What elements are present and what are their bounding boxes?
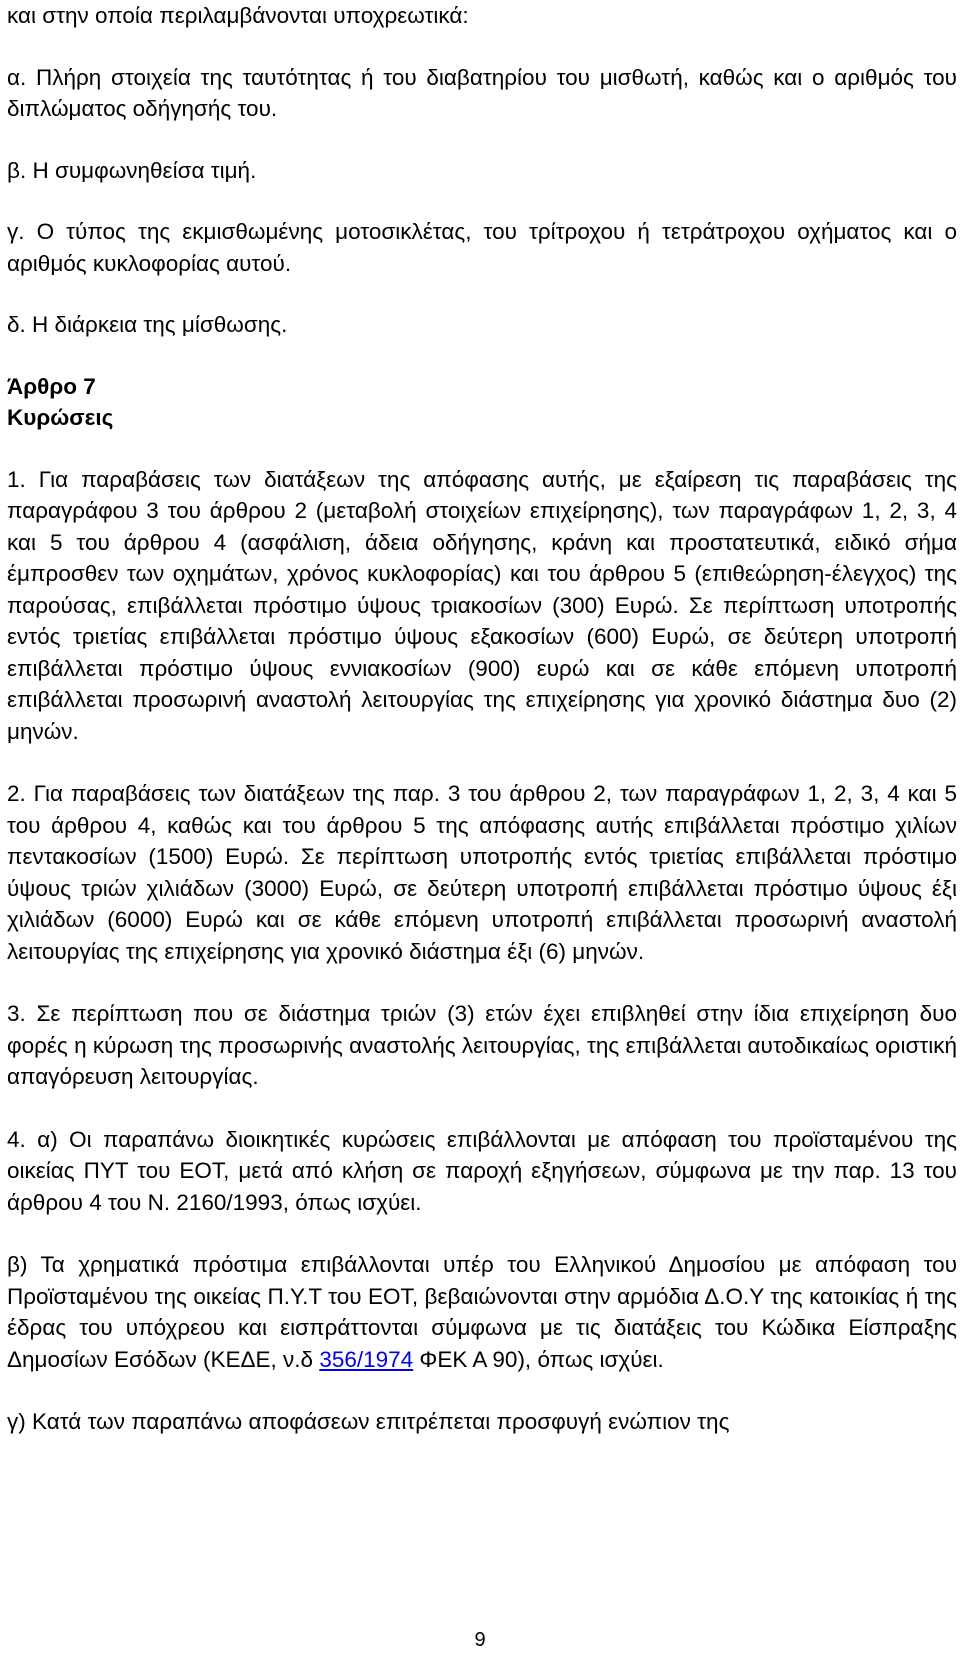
paragraph-3: 3. Σε περίπτωση που σε διάστημα τριών (3) ετών έχει επιβληθεί στην ίδια επιχείρηση δυο φορές η κύρωση της προσωρινής αναστολής λειτουργίας, της επιβάλλεται αυτοδικαίως οριστική απαγόρευση λειτουργίας. <box>7 1001 957 1089</box>
paragraph-2: 2. Για παραβάσεις των διατάξεων της παρ. 3 του άρθρου 2, των παραγράφων 1, 2, 3, 4 και 5 του άρθρου 4, καθώς και του άρθρου 5 της απόφασης αυτής επιβάλλεται πρόστιμο χιλίων πεντακοσίων (1500) Ευρώ. Σε περίπτωση υποτροπής εντός τριετίας επιβάλλεται πρόστιμο ύψους τριών χιλιάδων (3000) Ευρώ, σε δεύτερη υποτροπή επιβάλλεται πρόστιμο ύψους έξι χιλιάδων (6000) Ευρώ και σε κάθε επόμενη υποτροπή επιβάλλεται προσωρινή αναστολή λειτουργίας της επιχείρησης για χρονικό διάστημα έξι (6) μηνών. <box>7 781 957 964</box>
document-body <box>7 0 957 1438</box>
list-item-b: β. Η συμφωνηθείσα τιμή. <box>7 157 257 183</box>
list-item-d: δ. Η διάρκεια της μίσθωσης. <box>7 312 288 337</box>
paragraph-4b-text: β) Τα χρηματικά πρόστιμα επιβάλλονται υπέρ του Ελληνικού Δημοσίου με απόφαση του Προϊσταμένου της οικείας Π.Υ.Τ του ΕΟΤ, βεβαιώνονται στην αρμόδια Δ.Ο.Υ της κατοικίας ή της έδρας του υπόχρεου και εισπράττονται σύμφωνα με τις διατάξεις του Κώδικα Είσπραξης Δημοσίων Εσόδων (ΚΕΔΕ, ν.δ <box>7 1252 957 1372</box>
article-number: Άρθρο 7 <box>7 373 96 399</box>
list-item-c: γ. Ο τύπος της εκμισθωμένης μοτοσικλέτας, του τρίτροχου ή τετράτροχου οχήματος και ο αριθμός κυκλοφορίας αυτού. <box>7 219 957 276</box>
paragraph-4a: 4. α) Οι παραπάνω διοικητικές κυρώσεις επιβάλλονται με απόφαση του προϊσταμένου της οικείας ΠΥΤ του ΕΟΤ, μετά από κλήση σε παροχή εξηγήσεων, σύμφωνα με την παρ. 13 του άρθρου 4 του Ν. 2160/1993, όπως ισχύει. <box>7 1126 957 1215</box>
paragraph-4b-text-end: ΦΕΚ Α 90), όπως ισχύει. <box>413 1346 664 1372</box>
list-item-a: α. Πλήρη στοιχεία της ταυτότητας ή του διαβατηρίου του μισθωτή, καθώς και ο αριθμός του διπλώματος οδήγησής του. <box>7 64 957 121</box>
paragraph-1: 1. Για παραβάσεις των διατάξεων της απόφασης αυτής, με εξαίρεση τις παραβάσεις της παραγράφου 3 του άρθρου 2 (μεταβολή στοιχείων επιχείρησης), των παραγράφων 1, 2, 3, 4 και 5 του άρθρου 4 (ασφάλιση, άδεια οδήγησης, κράνη και προστατευτικά, ειδικό σήμα έμπροσθεν των οχημάτων, χρόνος κυκλοφορίας) και του άρθρου 5 (επιθεώρηση-έλεγχος) της παρούσας, επιβάλλεται πρόστιμο ύψους τριακοσίων (300) Ευρώ. Σε περίπτωση υποτροπής εντός τριετίας επιβάλλεται πρόστιμο ύψους εξακοσίων (600) Ευρώ, σε δεύτερη υποτροπή επιβάλλεται πρόστιμο ύψους εννιακοσίων (900) ευρώ και σε κάθε επόμενη υποτροπή επιβάλλεται προσωρινή αναστολή λειτουργίας της επιχείρησης για χρονικό διάστημα δυο (2) μηνών. <box>7 466 957 744</box>
page-number: 9 <box>474 1629 486 1651</box>
paragraph-4b <box>7 1249 957 1375</box>
article-title: Κυρώσεις <box>7 405 114 430</box>
paragraph-4c: γ) Κατά των παραπάνω αποφάσεων επιτρέπεται προσφυγή ενώπιον της <box>7 1409 730 1434</box>
intro-line: και στην οποία περιλαμβάνονται υποχρεωτικά: <box>7 3 469 28</box>
law-link-356-1974[interactable]: 356/1974 <box>319 1346 414 1372</box>
